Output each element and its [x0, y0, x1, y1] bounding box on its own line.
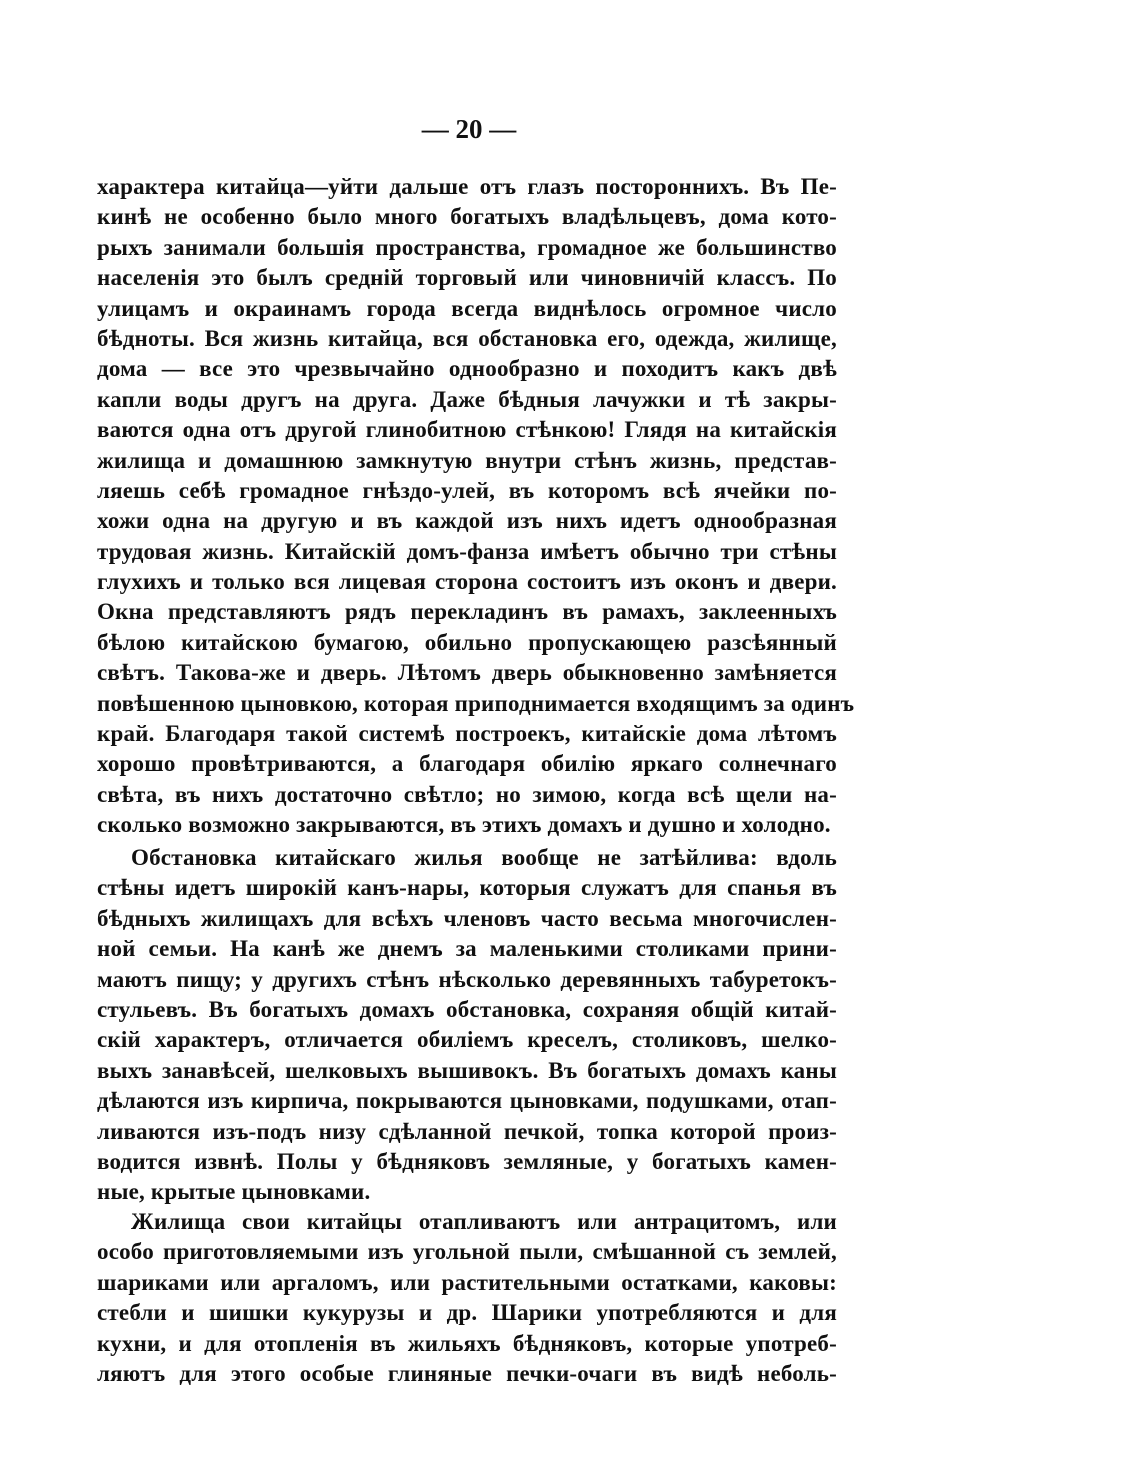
text-line: хорошо провѣтриваются, а благодаря обилію яркаго солнечнаго [97, 751, 837, 777]
text-line: выхъ занавѣсей, шелковыхъ вышивокъ. Въ богатыхъ домахъ каны [97, 1057, 837, 1083]
text-line: улицамъ и окраинамъ города всегда виднѣлось огромное число [97, 295, 837, 321]
text-line: скій характеръ, отличается обиліемъ креселъ, столиковъ, шелко- [97, 1027, 837, 1053]
text-line: Окна представляютъ рядъ перекладинъ въ рамахъ, заклеенныхъ [97, 599, 837, 625]
text-line: жилища и домашнюю замкнутую внутри стѣнъ жизнь, представ- [97, 447, 837, 473]
text-line: капли воды другъ на друга. Даже бѣдныя лачужки и тѣ закры- [97, 386, 837, 412]
paragraph-3 [97, 1207, 837, 1389]
text-line: ные, крытые цыновками. [97, 1179, 371, 1205]
text-line: хожи одна на другую и въ каждой изъ нихъ идетъ однообразная [97, 508, 837, 534]
text-line: ваются одна отъ другой глинобитною стѣнкою! Глядя на китайскія [97, 417, 837, 443]
text-line: стебли и шишки кукурузы и др. Шарики употребляются и для [97, 1300, 837, 1326]
text-line: водится извнѣ. Полы у бѣдняковъ земляные, у богатыхъ камен- [97, 1148, 837, 1174]
text-line: сколько возможно закрываются, въ этихъ домахъ и душно и холодно. [97, 812, 831, 838]
text-line: шариками или аргаломъ, или растительными остатками, каковы: [97, 1269, 837, 1295]
text-line: край. Благодаря такой системѣ построекъ, китайскіе дома лѣтомъ [97, 721, 837, 747]
text-line: повѣшенною цыновкою, которая приподнимается входящимъ за одинъ [97, 690, 855, 716]
text-line: бѣдныхъ жилищахъ для всѣхъ членовъ часто весьма многочислен- [97, 905, 837, 931]
text-line: дѣлаются изъ кирпича, покрываются цыновками, подушками, отап- [97, 1088, 837, 1114]
text-line: маютъ пищу; у другихъ стѣнъ нѣсколько деревянныхъ табуретокъ- [97, 966, 837, 992]
text-line: ляешь себѣ громадное гнѣздо-улей, въ которомъ всѣ ячейки по- [97, 477, 837, 503]
text-line: дома — все это чрезвычайно однообразно и походитъ какъ двѣ [97, 356, 837, 382]
text-line: населенія это былъ средній торговый или чиновничій классъ. По [97, 265, 837, 291]
text-line: рыхъ занимали большія пространства, громадное же большинство [97, 234, 837, 260]
text-line: свѣта, въ нихъ достаточно свѣтло; но зимою, когда всѣ щели на- [97, 781, 837, 807]
text-line: бѣлою китайскою бумагою, обильно пропускающею разсѣянный [97, 629, 837, 655]
text-line: Жилища свои китайцы отапливаютъ или антрацитомъ, или [131, 1209, 837, 1234]
text-line: кухни, и для отопленія въ жильяхъ бѣдняковъ, которые употреб- [97, 1330, 837, 1356]
text-line: глухихъ и только вся лицевая сторона состоитъ изъ оконъ и двери. [97, 569, 837, 595]
text-line: стульевъ. Въ богатыхъ домахъ обстановка, сохраняя общій китай- [97, 996, 837, 1022]
page-number: — 20 — [421, 114, 517, 144]
text-line: ливаются изъ-подъ низу сдѣланной печкой, топка которой произ- [97, 1118, 837, 1144]
text-line: стѣны идетъ широкій канъ-нары, которыя служатъ для спанья въ [97, 875, 837, 901]
paragraph-1 [97, 172, 855, 841]
text-line: характера китайца—уйти дальше отъ глазъ постороннихъ. Въ Пе- [97, 174, 837, 199]
text-line: бѣдноты. Вся жизнь китайца, вся обстановка его, одежда, жилище, [97, 325, 837, 351]
text-line: Обстановка китайскаго жилья вообще не затѣйлива: вдоль [131, 845, 837, 870]
text-line: ляютъ для этого особые глиняные печки-очаги въ видѣ неболь- [97, 1360, 837, 1386]
text-line: кинѣ не особенно было много богатыхъ владѣльцевъ, дома кото- [97, 204, 837, 230]
text-line: трудовая жизнь. Китайскій домъ-фанза имѣетъ обычно три стѣны [97, 538, 837, 564]
paragraph-2 [97, 843, 837, 1208]
text-line: ной семьи. На канѣ же днемъ за маленькими столиками прини- [97, 936, 837, 962]
text-line: особо приготовляемыми изъ угольной пыли, смѣшанной съ землей, [97, 1239, 837, 1265]
text-line: свѣтъ. Такова-же и дверь. Лѣтомъ дверь обыкновенно замѣняется [97, 660, 837, 686]
